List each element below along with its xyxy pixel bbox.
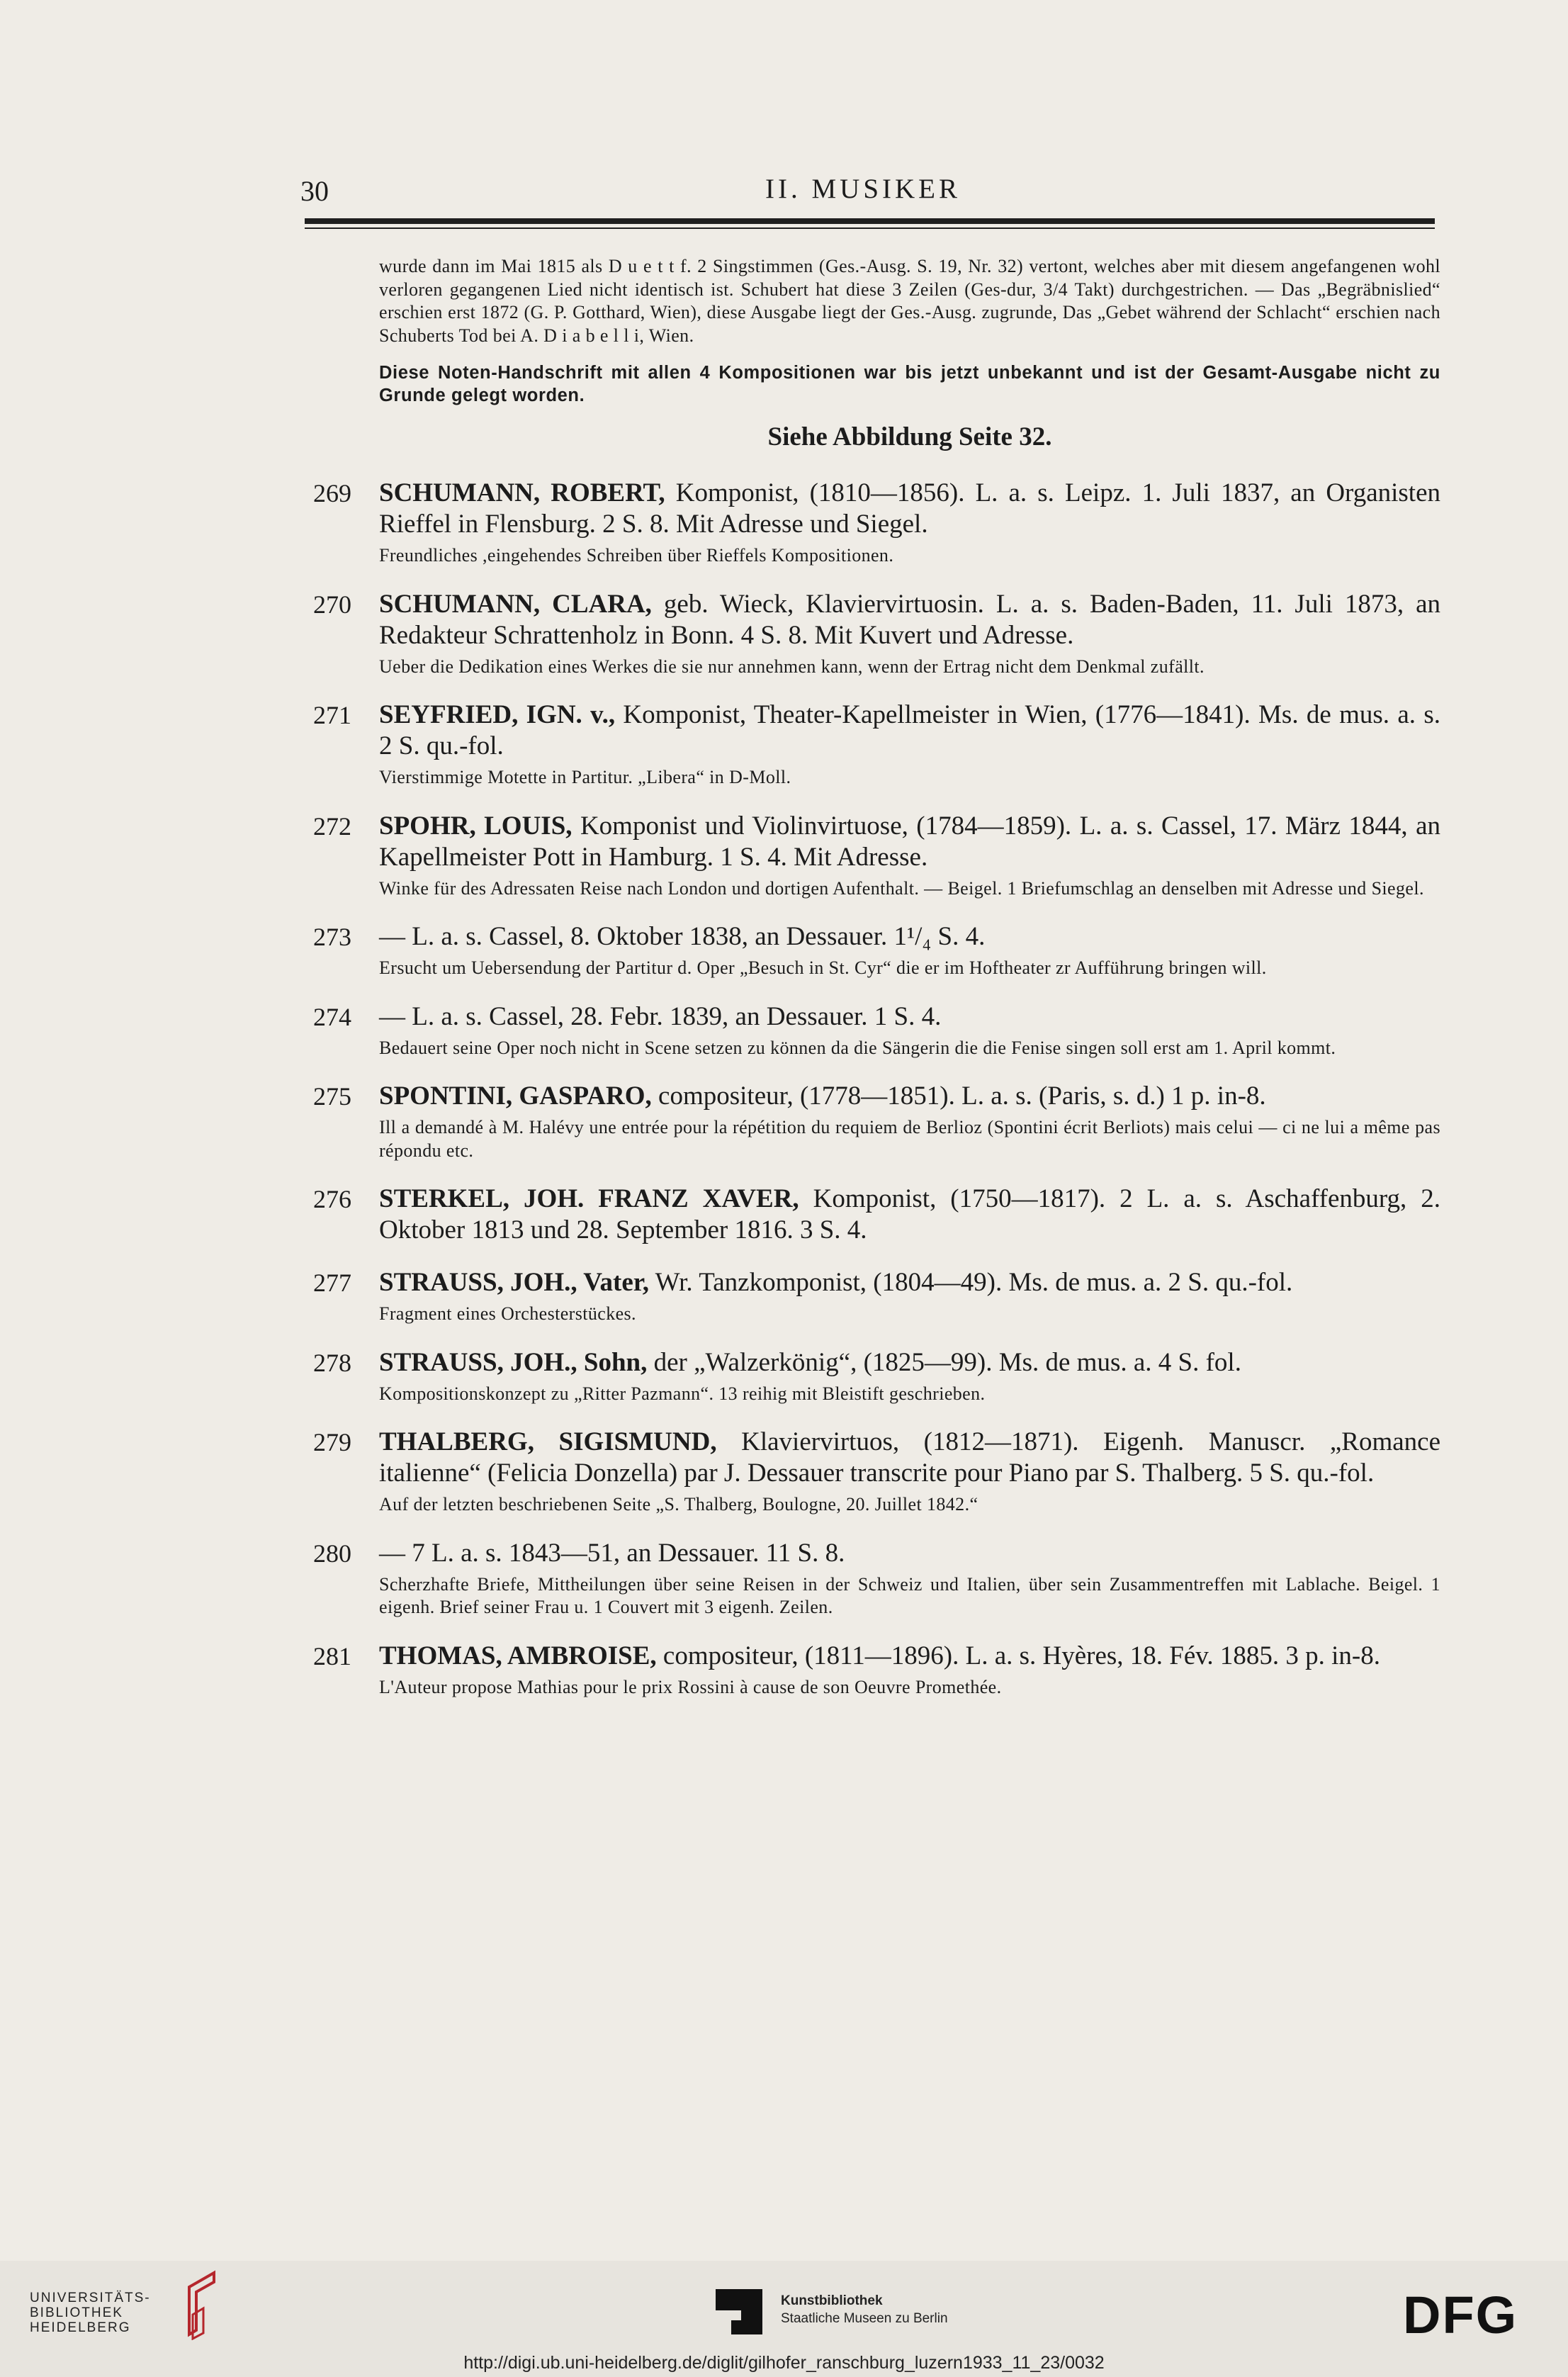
catalog-entry (313, 699, 1441, 789)
ub-heidelberg-logo[interactable] (30, 2291, 151, 2335)
ub-heidelberg-mark-icon (171, 2269, 221, 2340)
catalog-entry (313, 921, 1440, 980)
entry-text: Komponist, (1750—1817). 2 L. a. s. Aschaffenburg, 2. Oktober 1813 und 28. September 1816. 3 S. 4. (379, 1184, 1440, 1244)
entry-text: Komponist und Violinvirtuose, (1784—1859). L. a. s. Cassel, 17. März 1844, an Kapellmeister Pott in Hamburg. 1 S. 4. Mit Adresse. (379, 811, 1440, 872)
entry-name: SCHUMANN, CLARA, (379, 589, 652, 619)
entry-note: Ill a demandé à M. Halévy une entrée pour la répétition du requiem de Berlioz (Spontini écrit Berliots) mais celui — ci ne lui a même pas répondu etc. (379, 1117, 1440, 1161)
catalog-entry (313, 1184, 1440, 1246)
entry-description (379, 699, 1440, 762)
entry-number: 277 (313, 1269, 351, 1297)
intro-bold-note: Diese Noten-Handschrift mit allen 4 Kompositionen war bis jetzt unbekannt und ist der Gesamt-Ausgabe nicht zu Grunde gelegt worden. (379, 363, 1440, 405)
entry-description (379, 921, 1440, 953)
intro-paragraph: wurde dann im Mai 1815 als D u e t t f. 2 Singstimmen (Ges.-Ausg. S. 19, Nr. 32) vertont, welches aber mit diesem angefangenen wohl verloren gegangenen Lied nicht identisch ist. Schubert hat diese 3 Zeilen (Ges-dur, 3/4 Takt) durchgestrichen. — Das „Begräbnislied“ erschien erst 1872 (G. P. Gotthard, Wien), diese Ausgabe liegt der Ges.-Ausg. zugrunde, Das „Gebet während der Schlacht“ erschien nach Schuberts Tod bei A. D i a b e l l i, Wien. (379, 256, 1440, 346)
entry-note: Auf der letzten beschriebenen Seite „S. Thalberg, Boulogne, 20. Juillet 1842.“ (379, 1494, 978, 1515)
entry-name: SPOHR, LOUIS, (379, 811, 573, 841)
entry-number: 276 (313, 1185, 351, 1213)
entry-text: Komponist, Theater-Kapellmeister in Wien, (1776—1841). Ms. de mus. a. s. 2 S. qu.-fol. (379, 700, 1441, 760)
entry-text: — L. a. s. Cassel, 28. Febr. 1839, an Dessauer. 1 S. 4. (379, 1001, 942, 1031)
catalog-entry (313, 1081, 1440, 1162)
entry-description (379, 1267, 1440, 1298)
entry-note: Scherzhafte Briefe, Mittheilungen über seine Reisen in der Schweiz und Italien, über sein Zusammentreffen mit Lablache. Beigel. 1 eigenh. Brief seiner Frau u. 1 Couvert mit 3 eigenh. Zeilen. (379, 1573, 1440, 1617)
entry-name: STERKEL, JOH. FRANZ XAVER, (379, 1184, 799, 1213)
catalog-entry (313, 1347, 1440, 1406)
entry-number: 280 (313, 1539, 351, 1568)
entry-note: Ueber die Dedikation eines Werkes die sie nur annehmen kann, wenn der Ertrag nicht dem Denkmal zufällt. (379, 656, 1205, 677)
entry-note: Vierstimmige Motette in Partitur. „Libera“ in D-Moll. (379, 767, 791, 787)
entry-name: THALBERG, SIGISMUND, (379, 1427, 717, 1456)
kunstbibliothek-title: Kunstbibliothek (781, 2293, 883, 2308)
catalog-entry (313, 1641, 1440, 1699)
entry-description (379, 478, 1440, 540)
entry-description (379, 1081, 1440, 1112)
entry-number: 275 (313, 1082, 351, 1111)
entry-number: 278 (313, 1348, 351, 1377)
catalog-entry (313, 1267, 1440, 1326)
entry-number: 269 (313, 479, 351, 507)
entry-text: Komponist, (1810—1856). L. a. s. Leipz. 1. Juli 1837, an Organisten Rieffel in Flensburg. 2 S. 8. Mit Adresse und Siegel. (379, 478, 1440, 539)
entry-description (379, 1538, 1440, 1569)
catalog-entry (313, 1538, 1440, 1619)
entry-number: 273 (313, 923, 351, 951)
header-rule-thin (305, 227, 1435, 229)
page-header (0, 170, 1568, 234)
dfg-logo[interactable] (1403, 2289, 1545, 2339)
catalog-entry (313, 811, 1440, 901)
kunstbibliothek-subtitle: Staatliche Museen zu Berlin (781, 2311, 948, 2326)
permalink-url[interactable]: http://digi.ub.uni-heidelberg.de/diglit/gilhofer_ranschburg_luzern1933_11_23/0032 (463, 2353, 1105, 2373)
entry-description (379, 1427, 1440, 1489)
entry-note: Winke für des Adressaten Reise nach London und dortigen Aufenthalt. — Beigel. 1 Briefumschlag an denselben mit Adresse und Siegel. (379, 877, 1424, 899)
entry-number: 279 (313, 1428, 351, 1456)
entry-description (379, 589, 1440, 651)
entry-text: der „Walzerkönig“, (1825—99). Ms. de mus. a. 4 S. fol. (653, 1347, 1241, 1377)
entry-note: Fragment eines Orchesterstückes. (379, 1303, 636, 1324)
entry-note: Kompositionskonzept zu „Ritter Pazmann“. 13 reihig mit Bleistift geschrieben. (379, 1383, 986, 1404)
entry-text: — L. a. s. Cassel, 8. Oktober 1838, an Dessauer. 1¹/₄ S. 4. (379, 922, 986, 951)
entry-list (313, 478, 1441, 1699)
entry-text: geb. Wieck, Klaviervirtuosin. L. a. s. Baden-Baden, 11. Juli 1873, an Redakteur Schrattenholz in Bonn. 4 S. 8. Mit Kuvert und Adresse. (379, 589, 1441, 650)
entry-note: Bedauert seine Oper noch nicht in Scene setzen zu können da die Sängerin die die Fenise singen soll erst am 1. April kommt. (379, 1037, 1336, 1058)
entry-note: Freundliches ,eingehendes Schreiben über Rieffels Kompositionen. (379, 545, 894, 566)
catalog-entry (313, 1001, 1440, 1060)
catalog-entry (313, 1427, 1441, 1517)
entry-name: SPONTINI, GASPARO, (379, 1081, 652, 1111)
entry-number: 270 (313, 590, 351, 619)
entry-name: SCHUMANN, ROBERT, (379, 478, 665, 507)
entry-note: L'Auteur propose Mathias pour le prix Rossini à cause de son Oeuvre Promethée. (379, 1676, 1002, 1697)
entry-text: compositeur, (1811—1896). L. a. s. Hyères, 18. Fév. 1885. 3 p. in-8. (662, 1641, 1381, 1670)
entry-description (379, 1641, 1440, 1672)
page-number: 30 (300, 175, 329, 207)
entry-number: 274 (313, 1002, 351, 1031)
entry-description (379, 811, 1440, 873)
kunstbibliothek-mark-icon (716, 2289, 762, 2334)
entry-name: STRAUSS, JOH., Vater, (379, 1268, 650, 1297)
running-title: II. MUSIKER (765, 174, 961, 204)
entry-note: Ersucht um Uebersendung der Partitur d. Oper „Besuch in St. Cyr“ die er im Hoftheater zr Aufführung bringen will. (379, 957, 1267, 978)
entry-name: STRAUSS, JOH., Sohn, (379, 1347, 648, 1377)
ub-heidelberg-label: UNIVERSITÄTS- BIBLIOTHEK HEIDELBERG (30, 2291, 151, 2335)
figure-reference: Siehe Abbildung Seite 32. (767, 422, 1052, 451)
page-body (313, 255, 1441, 1699)
entry-number: 271 (313, 701, 351, 729)
entry-text: Klaviervirtuos, (1812—1871). Eigenh. Manuscr. „Romance italienne“ (Felicia Donzella) par J. Dessauer transcrite pour Piano par S. Thalberg. 5 S. qu.-fol. (379, 1427, 1441, 1488)
entry-text: Wr. Tanzkomponist, (1804—49). Ms. de mus. a. 2 S. qu.-fol. (655, 1268, 1293, 1297)
digitization-footer (0, 2261, 1568, 2377)
entry-text: — 7 L. a. s. 1843—51, an Dessauer. 11 S. 8. (379, 1538, 845, 1568)
entry-description (379, 1001, 1440, 1033)
entry-text: compositeur, (1778—1851). L. a. s. (Paris, s. d.) 1 p. in-8. (658, 1081, 1266, 1111)
dfg-logo-text: DFG (1403, 2289, 1518, 2339)
entry-name: SEYFRIED, IGN. v., (379, 700, 616, 729)
catalog-entry (313, 478, 1440, 568)
entry-description (379, 1184, 1440, 1246)
entry-description (379, 1347, 1440, 1378)
entry-number: 272 (313, 811, 351, 841)
catalog-entry (313, 589, 1441, 679)
entry-name: THOMAS, AMBROISE, (379, 1641, 657, 1670)
header-rule (305, 218, 1435, 224)
entry-number: 281 (313, 1641, 351, 1670)
